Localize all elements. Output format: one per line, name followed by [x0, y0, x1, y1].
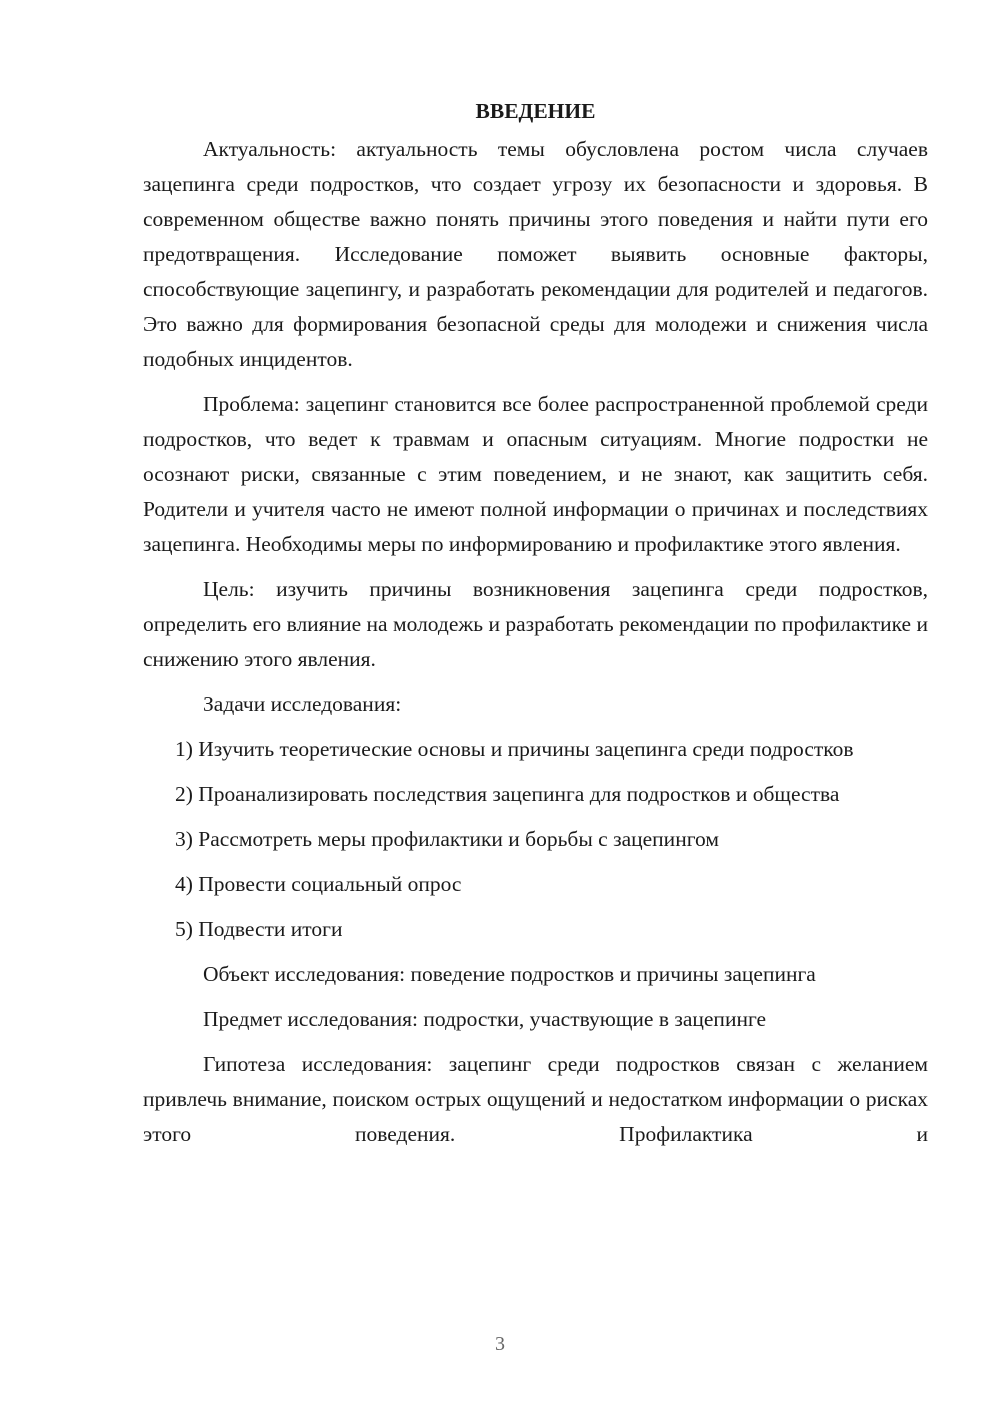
- relevance-paragraph: Актуальность: актуальность темы обусловлена ростом числа случаев зацепинга среди подростков, что создает угрозу их безопасности и здоровья. В современном обществе важно понять причины этого поведения и найти пути его предотвращения. Исследование поможет выявить основные факторы, способствующие зацепингу, и разработать рекомендации для родителей и педагогов. Это важно для формирования безопасной среды для молодежи и снижения числа подобных инцидентов.: [143, 137, 928, 371]
- task-item-5: 5) Подвести итоги: [175, 917, 343, 941]
- task-item-1: 1) Изучить теоретические основы и причины зацепинга среди подростков: [175, 737, 854, 761]
- object-paragraph: Объект исследования: поведение подростков и причины зацепинга: [203, 962, 816, 986]
- tasks-list: [143, 732, 928, 947]
- page-number: 3: [495, 1333, 505, 1355]
- page-content: [143, 96, 928, 1162]
- task-item-2: 2) Проанализировать последствия зацепинга для подростков и общества: [175, 782, 840, 806]
- goal-paragraph: Цель: изучить причины возникновения зацепинга среди подростков, определить его влияние на молодежь и разработать рекомендации по профилактике и снижению этого явления.: [143, 577, 928, 671]
- subject-paragraph: Предмет исследования: подростки, участвующие в зацепинге: [203, 1007, 767, 1031]
- hypothesis-paragraph: Гипотеза исследования: зацепинг среди подростков связан с желанием привлечь внимание, поиском острых ощущений и недостатком информации о рисках этого поведения. Профилактика и: [143, 1052, 928, 1146]
- section-title: ВВЕДЕНИЕ: [475, 99, 596, 123]
- task-item-3: 3) Рассмотреть меры профилактики и борьбы с зацепингом: [175, 827, 719, 851]
- problem-paragraph: Проблема: зацепинг становится все более распространенной проблемой среди подростков, что ведет к травмам и опасным ситуациям. Многие подростки не осознают риски, связанные с этим поведением, и не знают, как защитить себя. Родители и учителя часто не имеют полной информации о причинах и последствиях зацепинга. Необходимы меры по информированию и профилактике этого явления.: [143, 392, 928, 556]
- tasks-heading: Задачи исследования:: [203, 692, 402, 716]
- task-item-4: 4) Провести социальный опрос: [175, 872, 462, 896]
